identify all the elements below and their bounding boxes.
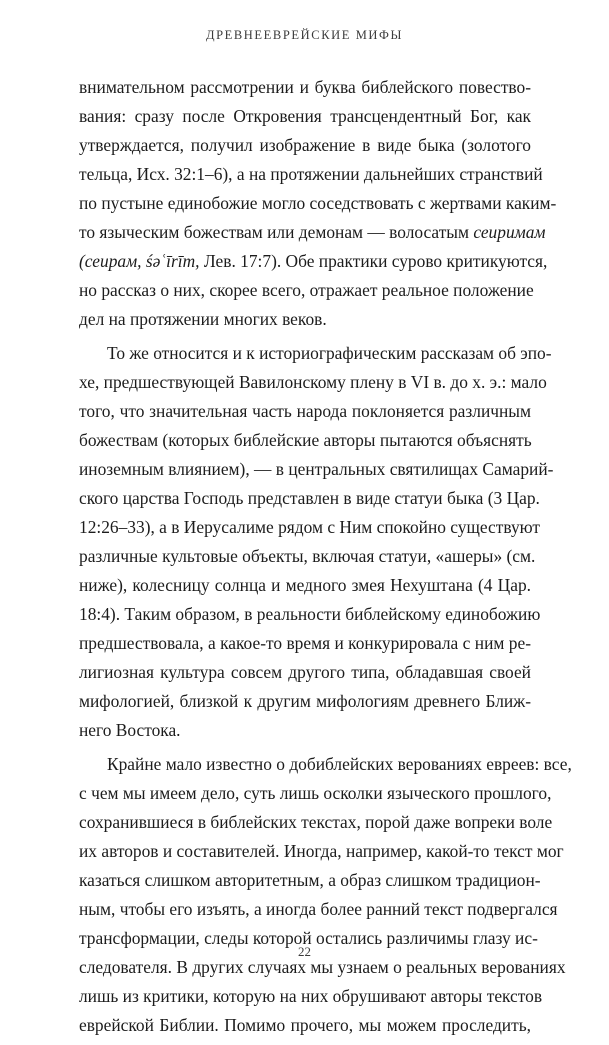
text-line: тельца, Исх. 32:1–6), а на протяжении дальнейших странствий [79, 164, 543, 184]
text-line: того, что значительная часть народа поклоняется различным [79, 401, 531, 421]
text-line: утверждается, получил изображение в виде быка (золотого [79, 135, 531, 155]
text-line: но рассказ о них, скорее всего, отражает реальное положение [79, 280, 534, 300]
body-text [79, 73, 572, 1045]
text-line: следователя. В других случаях мы узнаем о реальных верованиях [79, 957, 566, 977]
text-line: дел на протяжении многих веков. [79, 309, 327, 329]
text-line: Крайне мало известно о добиблейских верованиях евреев: все, [107, 754, 572, 774]
italic-term: сеиримам [473, 222, 546, 242]
page-number: 22 [298, 944, 311, 959]
text-line: их авторов и составителей. Иногда, например, какой-то текст мог [79, 841, 564, 861]
paragraph [79, 750, 572, 1040]
text-line: То же относится и к историографическим рассказам об эпо- [107, 343, 552, 363]
text-line [79, 218, 546, 247]
text-line: трансформации, следы которой остались различимы глазу ис- [79, 928, 538, 948]
text-line: мифологией, близкой к другим мифологиям древнего Ближ- [79, 691, 531, 711]
paragraph [79, 73, 557, 334]
text-line: еврейской Библии. Помимо прочего, мы можем проследить, [79, 1015, 531, 1035]
text-line: внимательном рассмотрении и буква библейского повество- [79, 77, 531, 97]
text-segment: то языческим божествам или демонам — волосатым [79, 222, 474, 242]
text-line: ниже), колесницу солнца и медного змея Нехуштана (4 Цар. [79, 575, 531, 595]
text-line: иноземным влиянием), — в центральных святилищах Самарий- [79, 459, 554, 479]
text-line: различные культовые объекты, включая статуи, «ашеры» (см. [79, 546, 536, 566]
text-line: лишь из критики, которую на них обрушивают авторы текстов [79, 986, 543, 1006]
text-line: него Востока. [79, 720, 181, 740]
paragraph [79, 339, 554, 745]
text-line: божествам (которых библейские авторы пытаются объяснять [79, 430, 532, 450]
text-line: 18:4). Таким образом, в реальности библейскому единобожию [79, 604, 541, 624]
italic-term: (сеирам, śəʿīrīm, [79, 251, 200, 271]
text-line: ского царства Господь представлен в виде статуи быка (3 Цар. [79, 488, 540, 508]
text-segment: Лев. 17:7). Обе практики сурово критикуются, [199, 251, 548, 271]
text-line: лигиозная культура совсем другого типа, обладавшая своей [79, 662, 531, 682]
text-line: хе, предшествующей Вавилонскому плену в VI в. до х. э.: мало [79, 372, 547, 392]
text-line: предшествовала, а какое-то время и конкурировала с ним ре- [79, 633, 531, 653]
text-line: 12:26–33), а в Иерусалиме рядом с Ним спокойно существуют [79, 517, 541, 537]
running-header: ДРЕВНЕЕВРЕЙСКИЕ МИФЫ [205, 28, 404, 42]
text-line: вания: сразу после Откровения трансцендентный Бог, как [79, 106, 531, 126]
text-line: с чем мы имеем дело, суть лишь осколки языческого прошлого, [79, 783, 552, 803]
text-line: по пустыне единобожие могло соседствовать с жертвами каким- [79, 193, 557, 213]
text-line [79, 247, 548, 276]
text-line: ным, чтобы его изъять, а иногда более ранний текст подвергался [79, 899, 558, 919]
text-line: казаться слишком авторитетным, а образ слишком традицион- [79, 870, 541, 890]
text-line: сохранившиеся в библейских текстах, порой даже вопреки воле [79, 812, 553, 832]
